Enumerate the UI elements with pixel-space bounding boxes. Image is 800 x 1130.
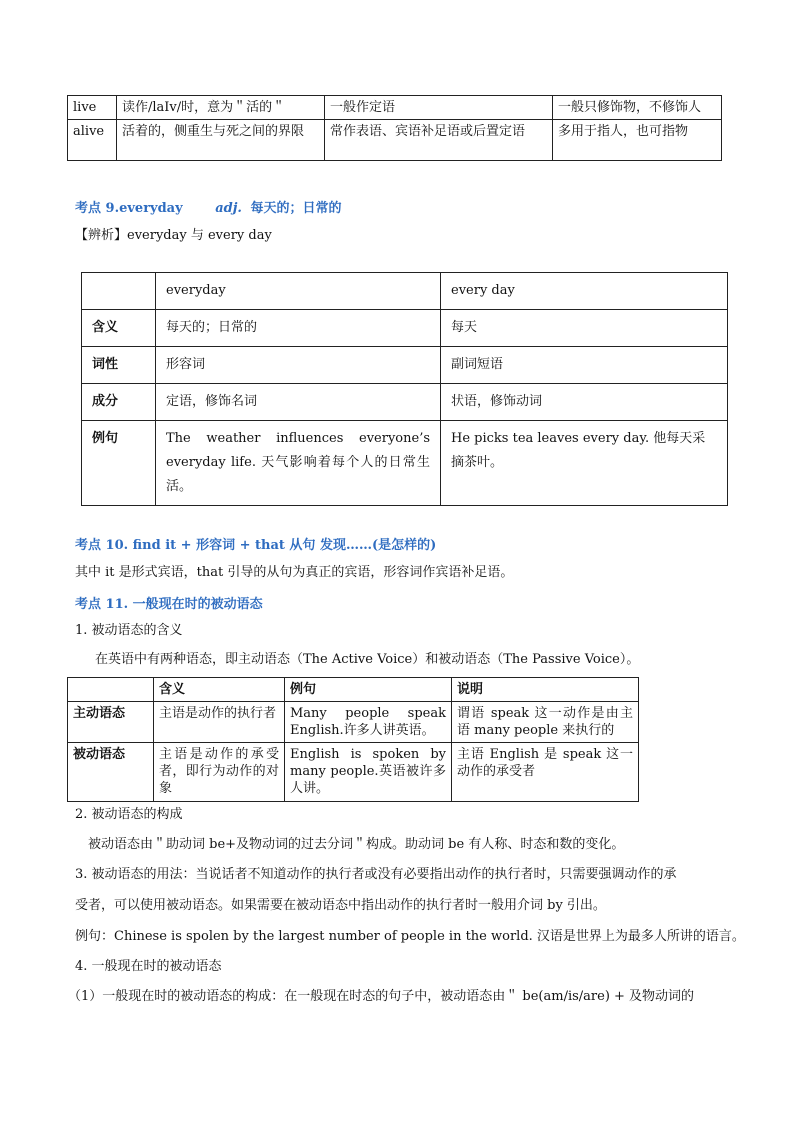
table-cell: 例句 — [285, 678, 452, 702]
table-cell: 形容词 — [156, 347, 441, 384]
point9-heading — [75, 197, 342, 216]
table-cell: 主语是动作的执行者 — [154, 702, 285, 743]
table-cell: The weather influences everyone’s everyday life. 天气影响着每个人的日常生活。 — [156, 421, 441, 506]
table-row — [68, 96, 722, 120]
section2-text: 被动语态由＂助动词 be+及物动词的过去分词＂构成。助动词 be 有人称、时态和数的变化。 — [88, 837, 625, 852]
table-cell: 主语是动作的承受者，即行为动作的对象 — [154, 743, 285, 802]
table-cell: 谓语 speak 这一动作是由主语 many people 来执行的 — [452, 702, 639, 743]
table-cell: 状语，修饰动词 — [441, 384, 728, 421]
table-cell: everyday — [156, 273, 441, 310]
table-cell: 每天的；日常的 — [156, 310, 441, 347]
table-cell: 多用于指人，也可指物 — [553, 120, 722, 161]
point9-pos: adj. — [215, 201, 242, 216]
table-cell: Many people speak English.许多人讲英语。 — [285, 702, 452, 743]
table-cell: 读作/laIv/时，意为＂活的＂ — [117, 96, 325, 120]
voice-table — [67, 677, 639, 802]
point9-analysis: 【辨析】everyday 与 every day — [75, 228, 272, 243]
point9-meaning: 每天的；日常的 — [250, 201, 342, 216]
table-row — [82, 273, 728, 310]
table-cell: English is spoken by many people.英语被许多人讲。 — [285, 743, 452, 802]
table-row — [68, 743, 639, 802]
table-cell — [82, 273, 156, 310]
section1-text: 在英语中有两种语态，即主动语态（The Active Voice）和被动语态（The Passive Voice）。 — [95, 652, 640, 667]
table-cell: 定语，修饰名词 — [156, 384, 441, 421]
section2-title: 2. 被动语态的构成 — [75, 807, 183, 822]
table-cell: 一般作定语 — [325, 96, 553, 120]
section3-line1: 3. 被动语态的用法：当说话者不知道动作的执行者或没有必要指出动作的执行者时，只需要强调动作的承 — [75, 867, 677, 882]
table-cell: every day — [441, 273, 728, 310]
table-cell: 说明 — [452, 678, 639, 702]
table-cell: 被动语态 — [68, 743, 154, 802]
table-cell: 活着的，侧重生与死之间的界限 — [117, 120, 325, 161]
table-cell — [68, 678, 154, 702]
table-cell: 常作表语、宾语补足语或后置定语 — [325, 120, 553, 161]
table-row — [82, 347, 728, 384]
section4-title: 4. 一般现在时的被动语态 — [75, 959, 222, 974]
table-row — [68, 120, 722, 161]
table-cell: 主动语态 — [68, 702, 154, 743]
table-cell: He picks tea leaves every day. 他每天采摘茶叶。 — [441, 421, 728, 506]
point9-label: 考点 9.everyday — [75, 201, 183, 216]
section4-line1: （1）一般现在时的被动语态的构成：在一般现在时态的句子中，被动语态由＂ be(am/is/are) + 及物动词的 — [68, 989, 695, 1004]
table-cell: 每天 — [441, 310, 728, 347]
point11-heading: 考点 11. 一般现在时的被动语态 — [75, 597, 263, 612]
point10-heading: 考点 10. find it + 形容词 + that 从句 发现……(是怎样的) — [75, 538, 437, 553]
point10-text: 其中 it 是形式宾语，that 引导的从句为真正的宾语，形容词作宾语补足语。 — [75, 565, 514, 580]
table-row — [68, 678, 639, 702]
table-row — [68, 702, 639, 743]
everyday-table — [81, 272, 728, 506]
table-cell: 含义 — [154, 678, 285, 702]
table-cell: 主语 English 是 speak 这一动作的承受者 — [452, 743, 639, 802]
table-cell: 词性 — [82, 347, 156, 384]
table-row — [82, 384, 728, 421]
table-cell: 一般只修饰物，不修饰人 — [553, 96, 722, 120]
table-cell: 例句 — [82, 421, 156, 506]
section3-example: 例句：Chinese is spolen by the largest number of people in the world. 汉语是世界上为最多人所讲的语言。 — [75, 929, 745, 944]
table-cell: 成分 — [82, 384, 156, 421]
table-cell: live — [68, 96, 117, 120]
section1-title: 1. 被动语态的含义 — [75, 623, 183, 638]
table-cell: 副词短语 — [441, 347, 728, 384]
live-alive-table — [67, 95, 722, 161]
section3-line2: 受者，可以使用被动语态。如果需要在被动语态中指出动作的执行者时一般用介词 by 引出。 — [75, 898, 606, 913]
table-cell: 含义 — [82, 310, 156, 347]
table-row — [82, 421, 728, 506]
table-row — [82, 310, 728, 347]
table-cell: alive — [68, 120, 117, 161]
